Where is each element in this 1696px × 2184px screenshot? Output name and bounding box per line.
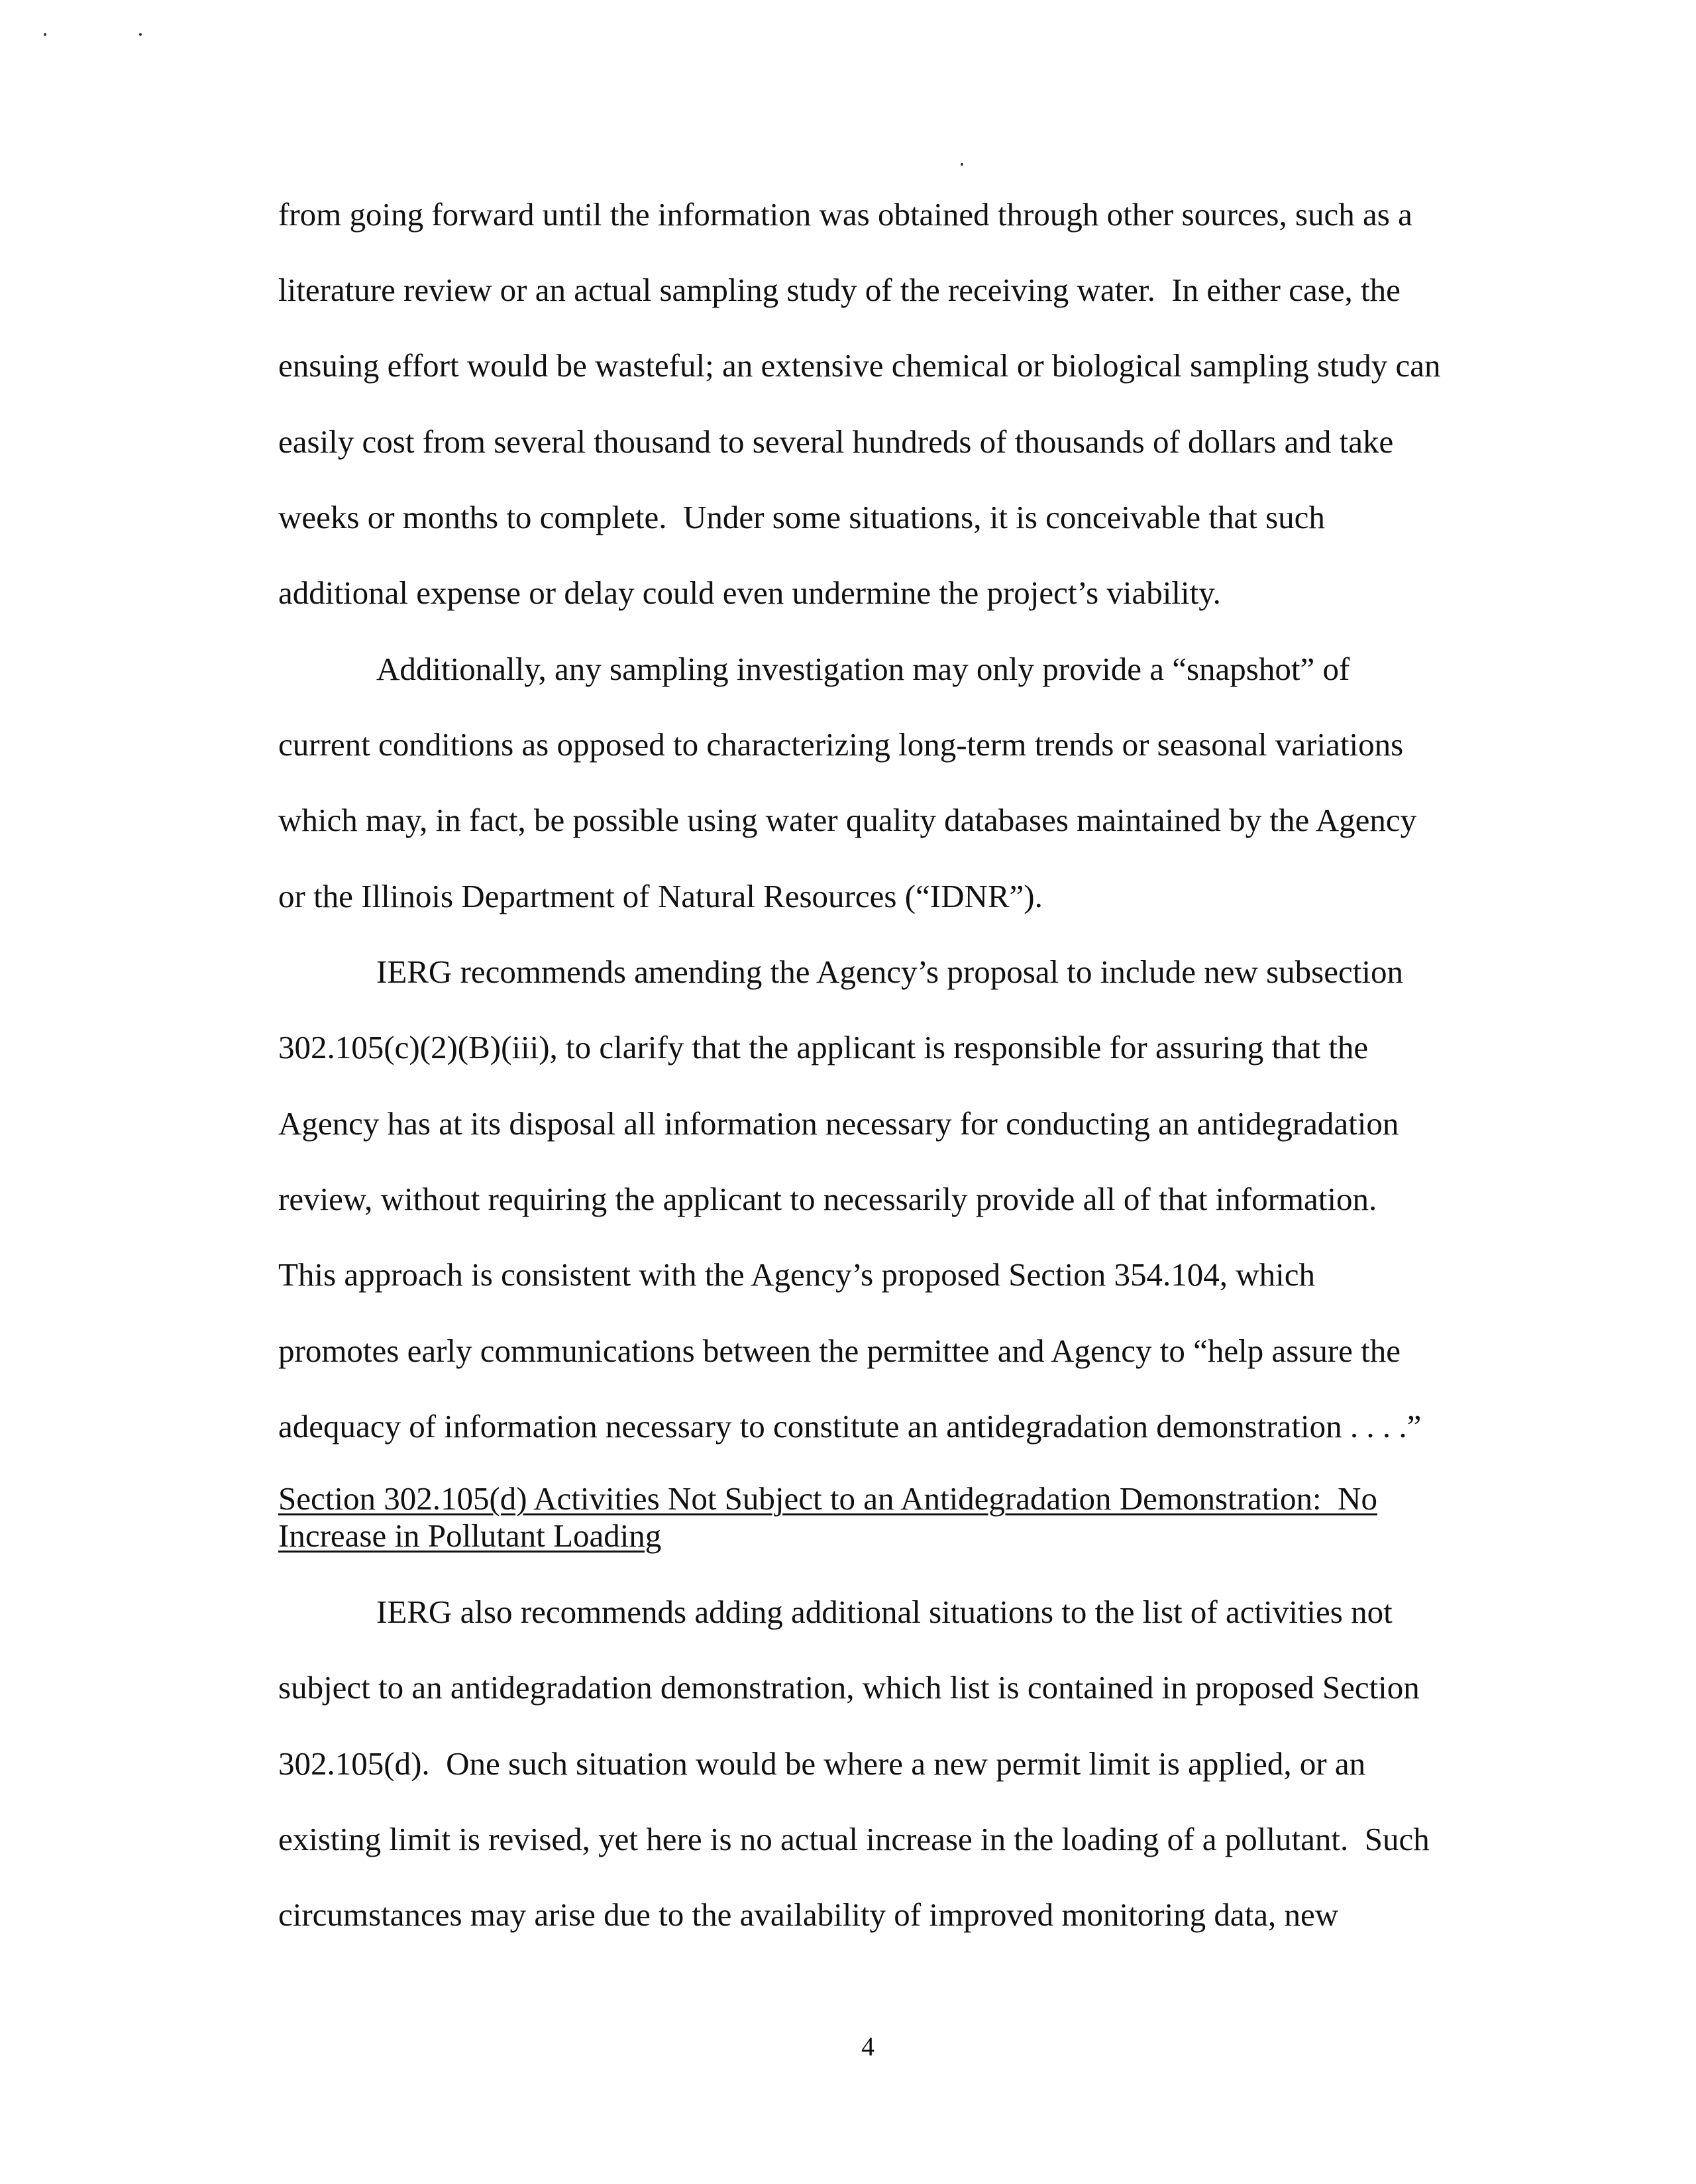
- body-line: 302.105(d). One such situation would be where a new permit limit is applied, or an: [278, 1745, 1366, 1782]
- body-line: This approach is consistent with the Agency’s proposed Section 354.104, which: [278, 1256, 1316, 1293]
- body-line: from going forward until the information was obtained through other sources, such as a: [278, 196, 1412, 233]
- body-line: literature review or an actual sampling study of the receiving water. In either case, the: [278, 272, 1401, 308]
- section-heading-line1: Section 302.105(d) Activities Not Subject to an Antidegradation Demonstration: No: [278, 1480, 1377, 1517]
- body-line: existing limit is revised, yet here is no actual increase in the loading of a pollutant. Such: [278, 1821, 1430, 1857]
- section-heading-line2: Increase in Pollutant Loading: [278, 1517, 662, 1554]
- body-line: Agency has at its disposal all information necessary for conducting an antidegradation: [278, 1105, 1399, 1142]
- body-line: IERG recommends amending the Agency’s proposal to include new subsection: [376, 954, 1403, 990]
- body-line: adequacy of information necessary to constitute an antidegradation demonstration . . . .”: [278, 1408, 1422, 1445]
- body-line: review, without requiring the applicant to necessarily provide all of that information.: [278, 1181, 1377, 1217]
- body-line: 302.105(c)(2)(B)(iii), to clarify that the applicant is responsible for assuring that the: [278, 1029, 1369, 1065]
- body-line: easily cost from several thousand to several hundreds of thousands of dollars and take: [278, 423, 1394, 460]
- body-line: which may, in fact, be possible using water quality databases maintained by the Agency: [278, 802, 1417, 838]
- body-line: promotes early communications between the permittee and Agency to “help assure the: [278, 1333, 1401, 1369]
- body-line: ensuing effort would be wasteful; an extensive chemical or biological sampling study can: [278, 347, 1441, 384]
- scan-speck: [961, 163, 963, 166]
- scan-speck: [139, 33, 142, 36]
- body-line: or the Illinois Department of Natural Resources (“IDNR”).: [278, 878, 1043, 914]
- body-line: subject to an antidegradation demonstration, which list is contained in proposed Section: [278, 1669, 1420, 1706]
- body-line: current conditions as opposed to characterizing long-term trends or seasonal variations: [278, 726, 1404, 763]
- body-line: weeks or months to complete. Under some situations, it is conceivable that such: [278, 499, 1325, 535]
- body-line: IERG also recommends adding additional situations to the list of activities not: [376, 1594, 1393, 1630]
- body-line: additional expense or delay could even undermine the project’s viability.: [278, 574, 1221, 611]
- scan-speck: [44, 33, 46, 36]
- body-line: circumstances may arise due to the availability of improved monitoring data, new: [278, 1896, 1339, 1933]
- body-line: Additionally, any sampling investigation may only provide a “snapshot” of: [376, 651, 1350, 687]
- page-number: 4: [861, 2032, 874, 2061]
